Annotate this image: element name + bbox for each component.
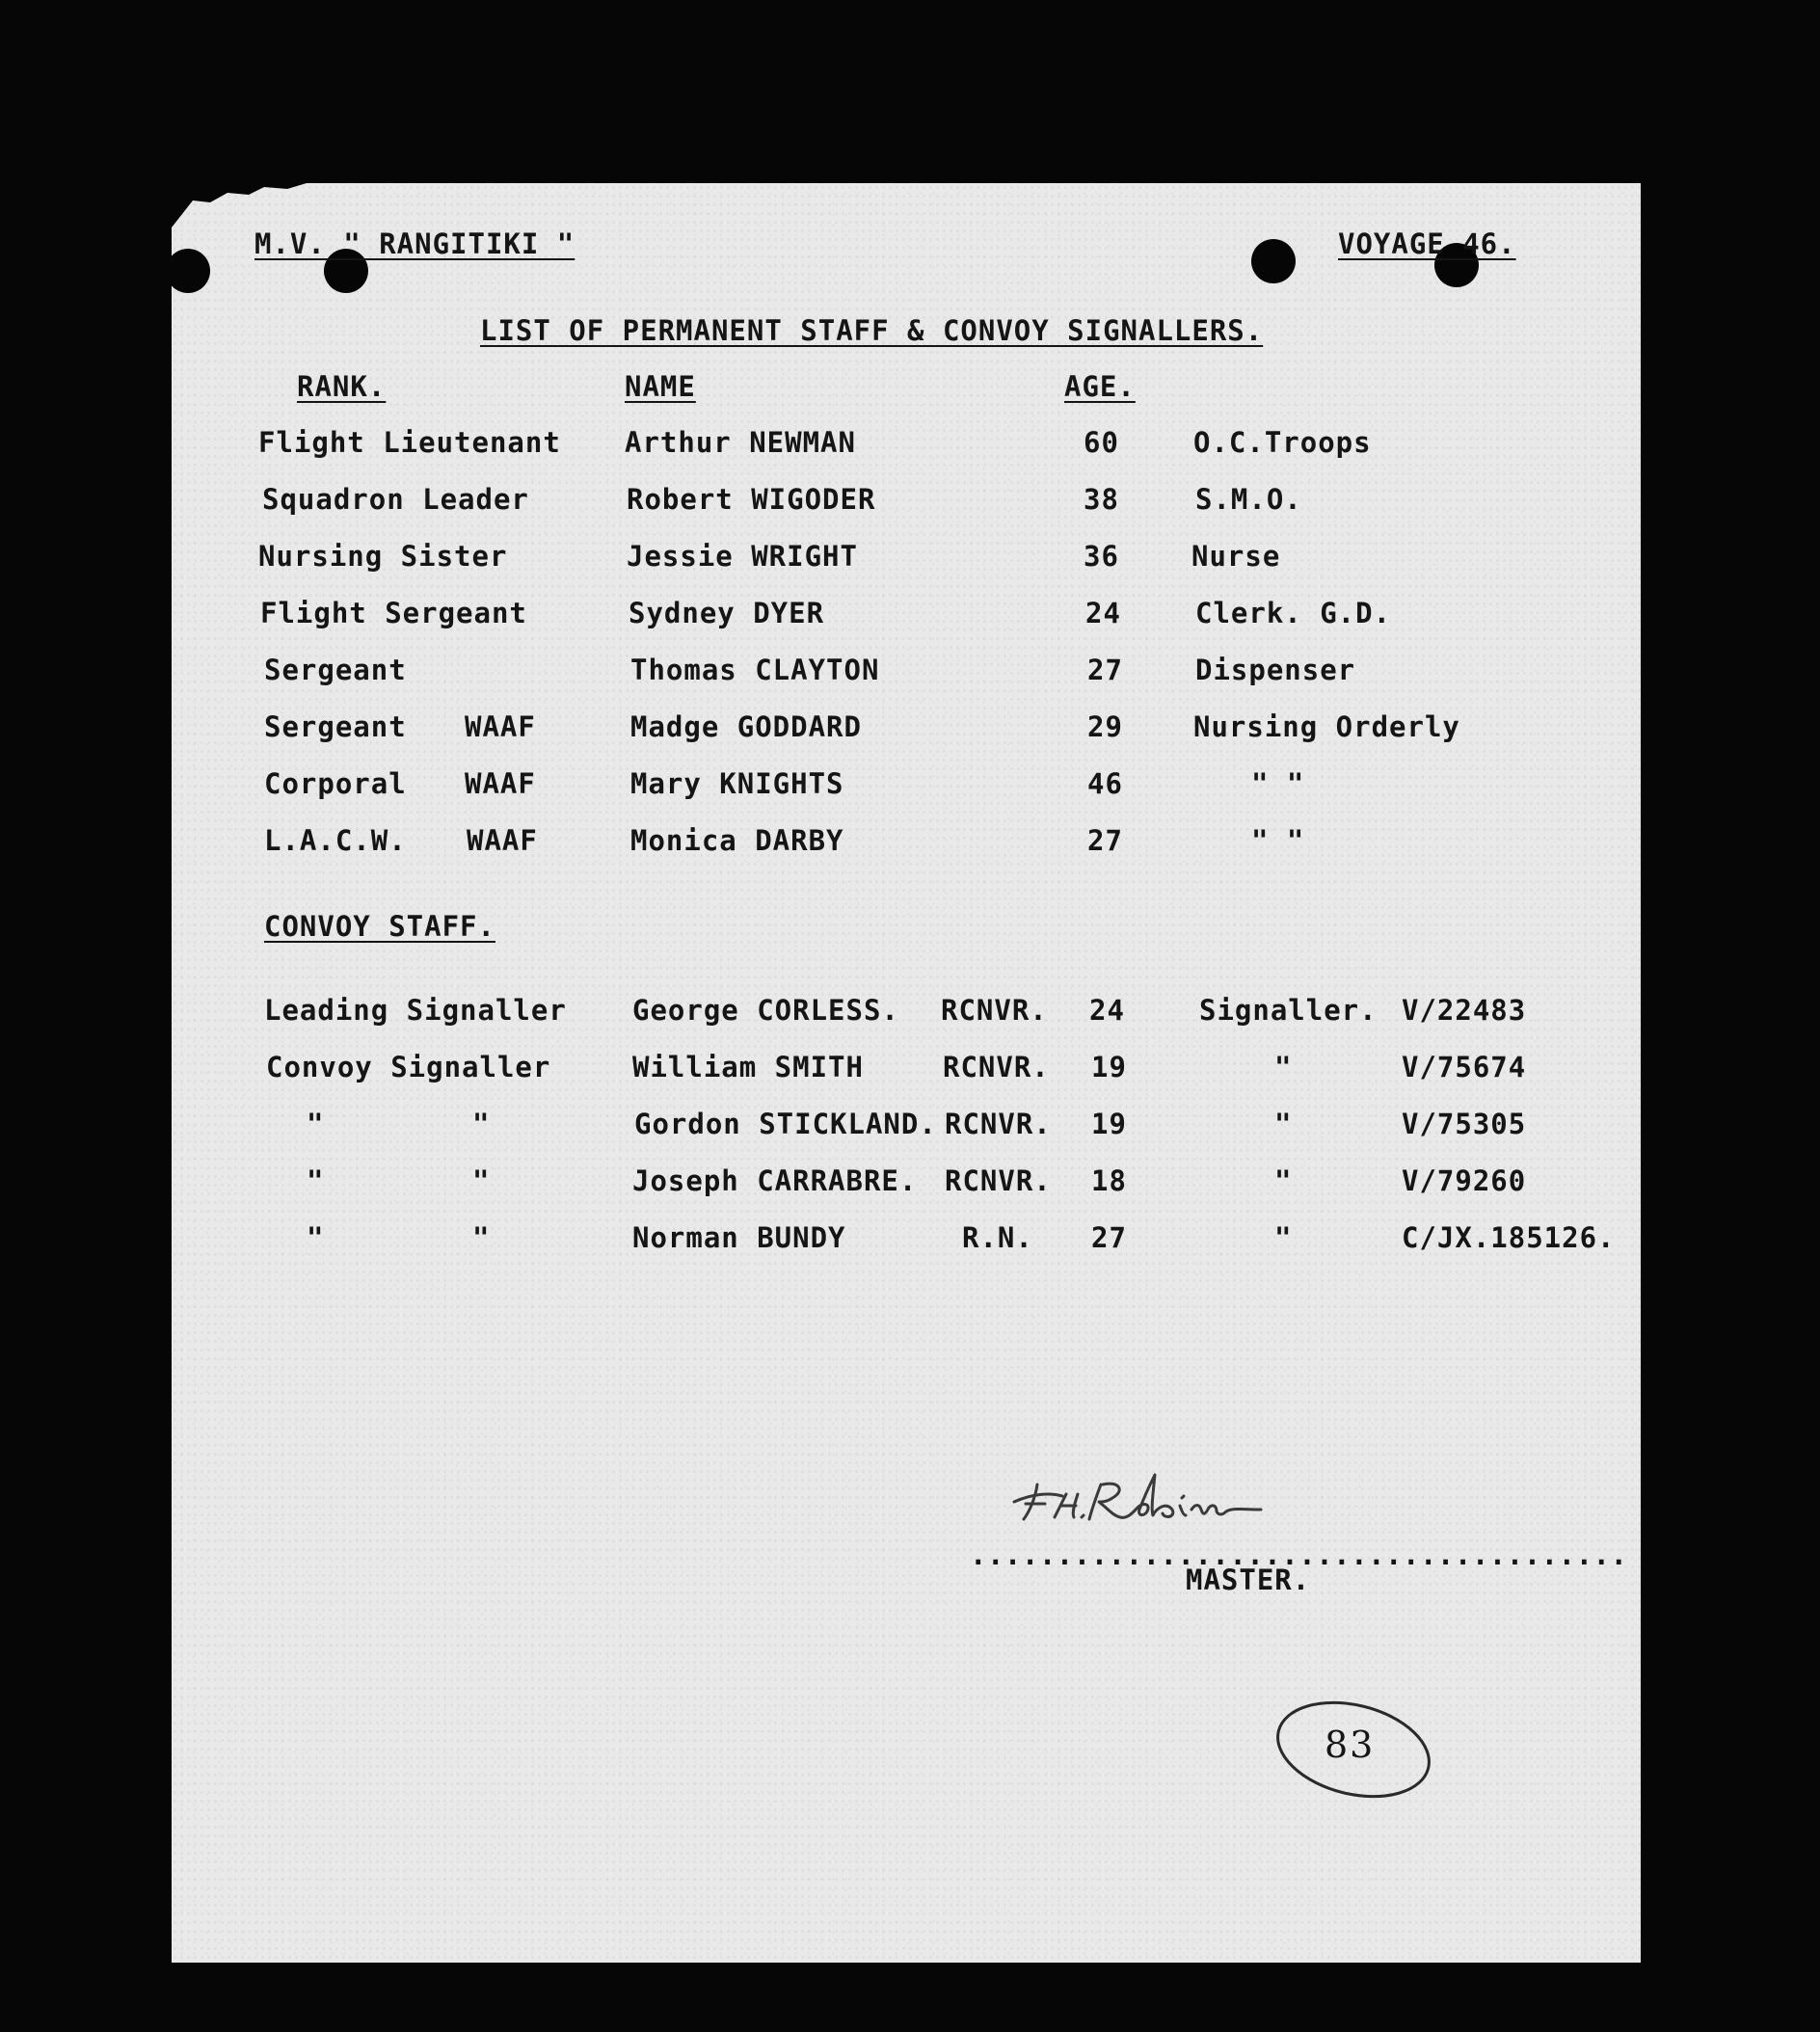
service-number-cell: V/75674: [1402, 1051, 1527, 1083]
rank-cell: Nursing Sister: [258, 540, 508, 573]
unit-cell: WAAF: [465, 767, 536, 800]
column-rank: RANK.: [297, 370, 387, 403]
rank-cell: Squadron Leader: [262, 483, 529, 516]
ditto-cell: " ": [1251, 824, 1305, 857]
rank-cell: Convoy Signaller: [266, 1051, 551, 1083]
ditto-cell: " ": [1251, 767, 1305, 800]
ditto-cell: ": [472, 1108, 491, 1140]
rank-cell: Leading Signaller: [264, 994, 567, 1027]
role-cell: Signaller.: [1199, 994, 1378, 1027]
rank-cell: Sergeant: [264, 710, 407, 743]
column-age: AGE.: [1064, 370, 1136, 403]
unit-cell: WAAF: [465, 710, 536, 743]
age-cell: 60: [1084, 426, 1119, 459]
name-cell: Thomas CLAYTON: [630, 654, 880, 686]
name-cell: Robert WIGODER: [627, 483, 876, 516]
name-cell: Mary KNIGHTS: [630, 767, 844, 800]
service-number-cell: C/JX.185126.: [1402, 1221, 1616, 1254]
ditto-cell: ": [472, 1164, 491, 1197]
ditto-cell: ": [1274, 1164, 1293, 1197]
page-number: 83: [1325, 1724, 1376, 1766]
age-cell: 27: [1087, 654, 1123, 686]
service-number-cell: V/75305: [1402, 1108, 1527, 1140]
age-cell: 24: [1085, 597, 1121, 629]
service-number-cell: V/22483: [1402, 994, 1527, 1027]
role-cell: Dispenser: [1195, 654, 1356, 686]
punch-hole-left: [166, 249, 210, 293]
service-cell: RCNVR.: [945, 1164, 1052, 1197]
vessel-name: M.V. " RANGITIKI ": [254, 227, 575, 260]
ditto-cell: ": [1274, 1108, 1293, 1140]
age-cell: 38: [1084, 483, 1119, 516]
master-label: MASTER.: [1186, 1564, 1311, 1596]
name-cell: George CORLESS.: [632, 994, 899, 1027]
age-cell: 24: [1089, 994, 1125, 1027]
age-cell: 36: [1084, 540, 1119, 573]
section-heading-convoy: CONVOY STAFF.: [264, 910, 495, 943]
service-cell: R.N.: [962, 1221, 1033, 1254]
role-cell: S.M.O.: [1195, 483, 1302, 516]
role-cell: Nursing Orderly: [1193, 710, 1460, 743]
role-cell: Clerk. G.D.: [1195, 597, 1392, 629]
name-cell: Joseph CARRABRE.: [632, 1164, 918, 1197]
torn-corner: [172, 183, 307, 231]
signature-dots: ......................................: [970, 1538, 1628, 1571]
master-signature: [1003, 1456, 1292, 1533]
unit-cell: WAAF: [467, 824, 538, 857]
service-number-cell: V/79260: [1402, 1164, 1527, 1197]
document-title: LIST OF PERMANENT STAFF & CONVOY SIGNALLERS.: [480, 314, 1264, 347]
service-cell: RCNVR.: [941, 994, 1048, 1027]
age-cell: 27: [1091, 1221, 1127, 1254]
ditto-cell: ": [307, 1221, 325, 1254]
rank-cell: Flight Lieutenant: [258, 426, 561, 459]
ditto-cell: ": [307, 1164, 325, 1197]
age-cell: 18: [1091, 1164, 1127, 1197]
ditto-cell: ": [307, 1108, 325, 1140]
age-cell: 19: [1091, 1108, 1127, 1140]
age-cell: 27: [1087, 824, 1123, 857]
ditto-cell: ": [1274, 1051, 1293, 1083]
age-cell: 46: [1087, 767, 1123, 800]
role-cell: Nurse: [1191, 540, 1281, 573]
role-cell: O.C.Troops: [1193, 426, 1372, 459]
rank-cell: Flight Sergeant: [260, 597, 527, 629]
age-cell: 19: [1091, 1051, 1127, 1083]
service-cell: RCNVR.: [945, 1108, 1052, 1140]
rank-cell: Corporal: [264, 767, 407, 800]
punch-hole-right: [1251, 239, 1296, 283]
name-cell: Gordon STICKLAND.: [634, 1108, 937, 1140]
name-cell: Madge GODDARD: [630, 710, 862, 743]
name-cell: William SMITH: [632, 1051, 864, 1083]
name-cell: Sydney DYER: [629, 597, 825, 629]
name-cell: Jessie WRIGHT: [627, 540, 858, 573]
rank-cell: Sergeant: [264, 654, 407, 686]
service-cell: RCNVR.: [943, 1051, 1050, 1083]
name-cell: Monica DARBY: [630, 824, 844, 857]
name-cell: Arthur NEWMAN: [625, 426, 856, 459]
ditto-cell: ": [472, 1221, 491, 1254]
rank-cell: L.A.C.W.: [264, 824, 407, 857]
column-name: NAME: [625, 370, 696, 403]
age-cell: 29: [1087, 710, 1123, 743]
ditto-cell: ": [1274, 1221, 1293, 1254]
name-cell: Norman BUNDY: [632, 1221, 846, 1254]
voyage-number: VOYAGE 46.: [1338, 227, 1516, 260]
